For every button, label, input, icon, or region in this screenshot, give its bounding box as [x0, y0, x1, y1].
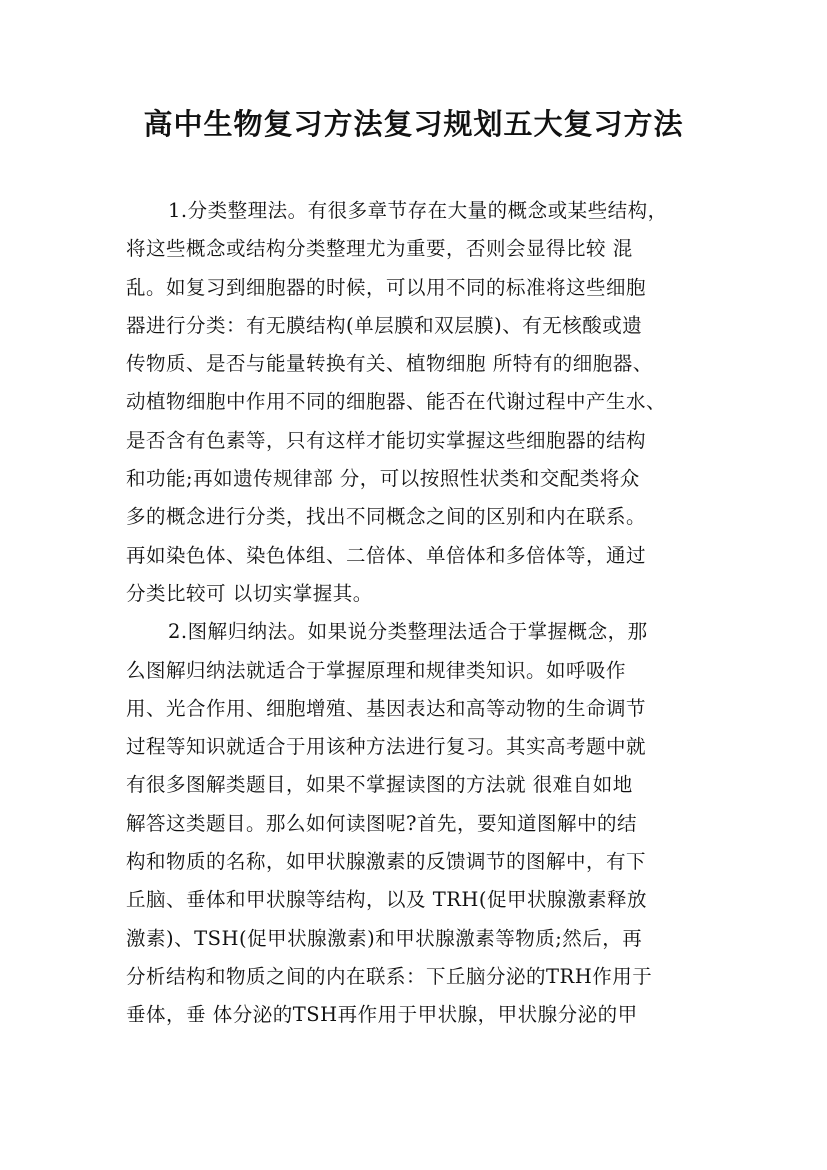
text-line: 和功能;再如遗传规律部 分，可以按照性状类和交配类将众	[126, 467, 640, 491]
text-line: 构和物质的名称，如甲状腺激素的反馈调节的图解中，有下	[126, 850, 647, 874]
text-line: 分析结构和物质之间的内在联系：下丘脑分泌的TRH作用于	[126, 964, 653, 988]
text-line: 再如染色体、染色体组、二倍体、单倍体和多倍体等，通过	[126, 543, 647, 567]
paragraph-classification-method	[126, 192, 716, 613]
text-line: 么图解归纳法就适合于掌握原理和规律类知识。如呼吸作	[126, 658, 627, 682]
text-line: 乱。如复习到细胞器的时候，可以用不同的标准将这些细胞	[126, 275, 647, 299]
document-title: 高中生物复习方法复习规划五大复习方法	[143, 107, 684, 141]
text-line: 将这些概念或结构分类整理尤为重要，否则会显得比较 混	[126, 237, 633, 261]
text-line: 多的概念进行分类，找出不同概念之间的区别和内在联系。	[126, 505, 647, 529]
text-line: 用、光合作用、细胞增殖、基因表达和高等动物的生命调节	[126, 696, 647, 720]
text-line: 解答这类题目。那么如何读图呢?首先，要知道图解中的结	[126, 811, 637, 835]
text-line: 1.分类整理法。有很多章节存在大量的概念或某些结构，	[168, 199, 668, 222]
text-line: 过程等知识就适合于用该种方法进行复习。其实高考题中就	[126, 735, 647, 759]
text-line: 丘脑、垂体和甲状腺等结构，以及 TRH(促甲状腺激素释放	[126, 888, 648, 912]
text-line: 有很多图解类题目，如果不掌握读图的方法就 很难自如地	[126, 773, 633, 797]
text-line: 激素)、TSH(促甲状腺激素)和甲状腺激素等物质;然后，再	[126, 926, 643, 950]
text-line: 2.图解归纳法。如果说分类整理法适合于掌握概念，那	[168, 620, 648, 644]
text-line: 是否含有色素等，只有这样才能切实掌握这些细胞器的结构	[126, 428, 647, 452]
paragraph-diagram-method	[126, 613, 716, 1034]
text-line: 动植物细胞中作用不同的细胞器、能否在代谢过程中产生水、	[126, 390, 667, 414]
text-line: 器进行分类：有无膜结构(单层膜和双层膜)、有无核酸或遗	[126, 313, 643, 337]
document-body	[126, 192, 716, 1035]
text-line: 分类比较可 以切实掌握其。	[126, 581, 373, 605]
text-line: 垂体，垂 体分泌的TSH再作用于甲状腺，甲状腺分泌的甲	[126, 1003, 638, 1027]
text-line: 传物质、是否与能量转换有关、植物细胞 所特有的细胞器、	[126, 352, 653, 376]
